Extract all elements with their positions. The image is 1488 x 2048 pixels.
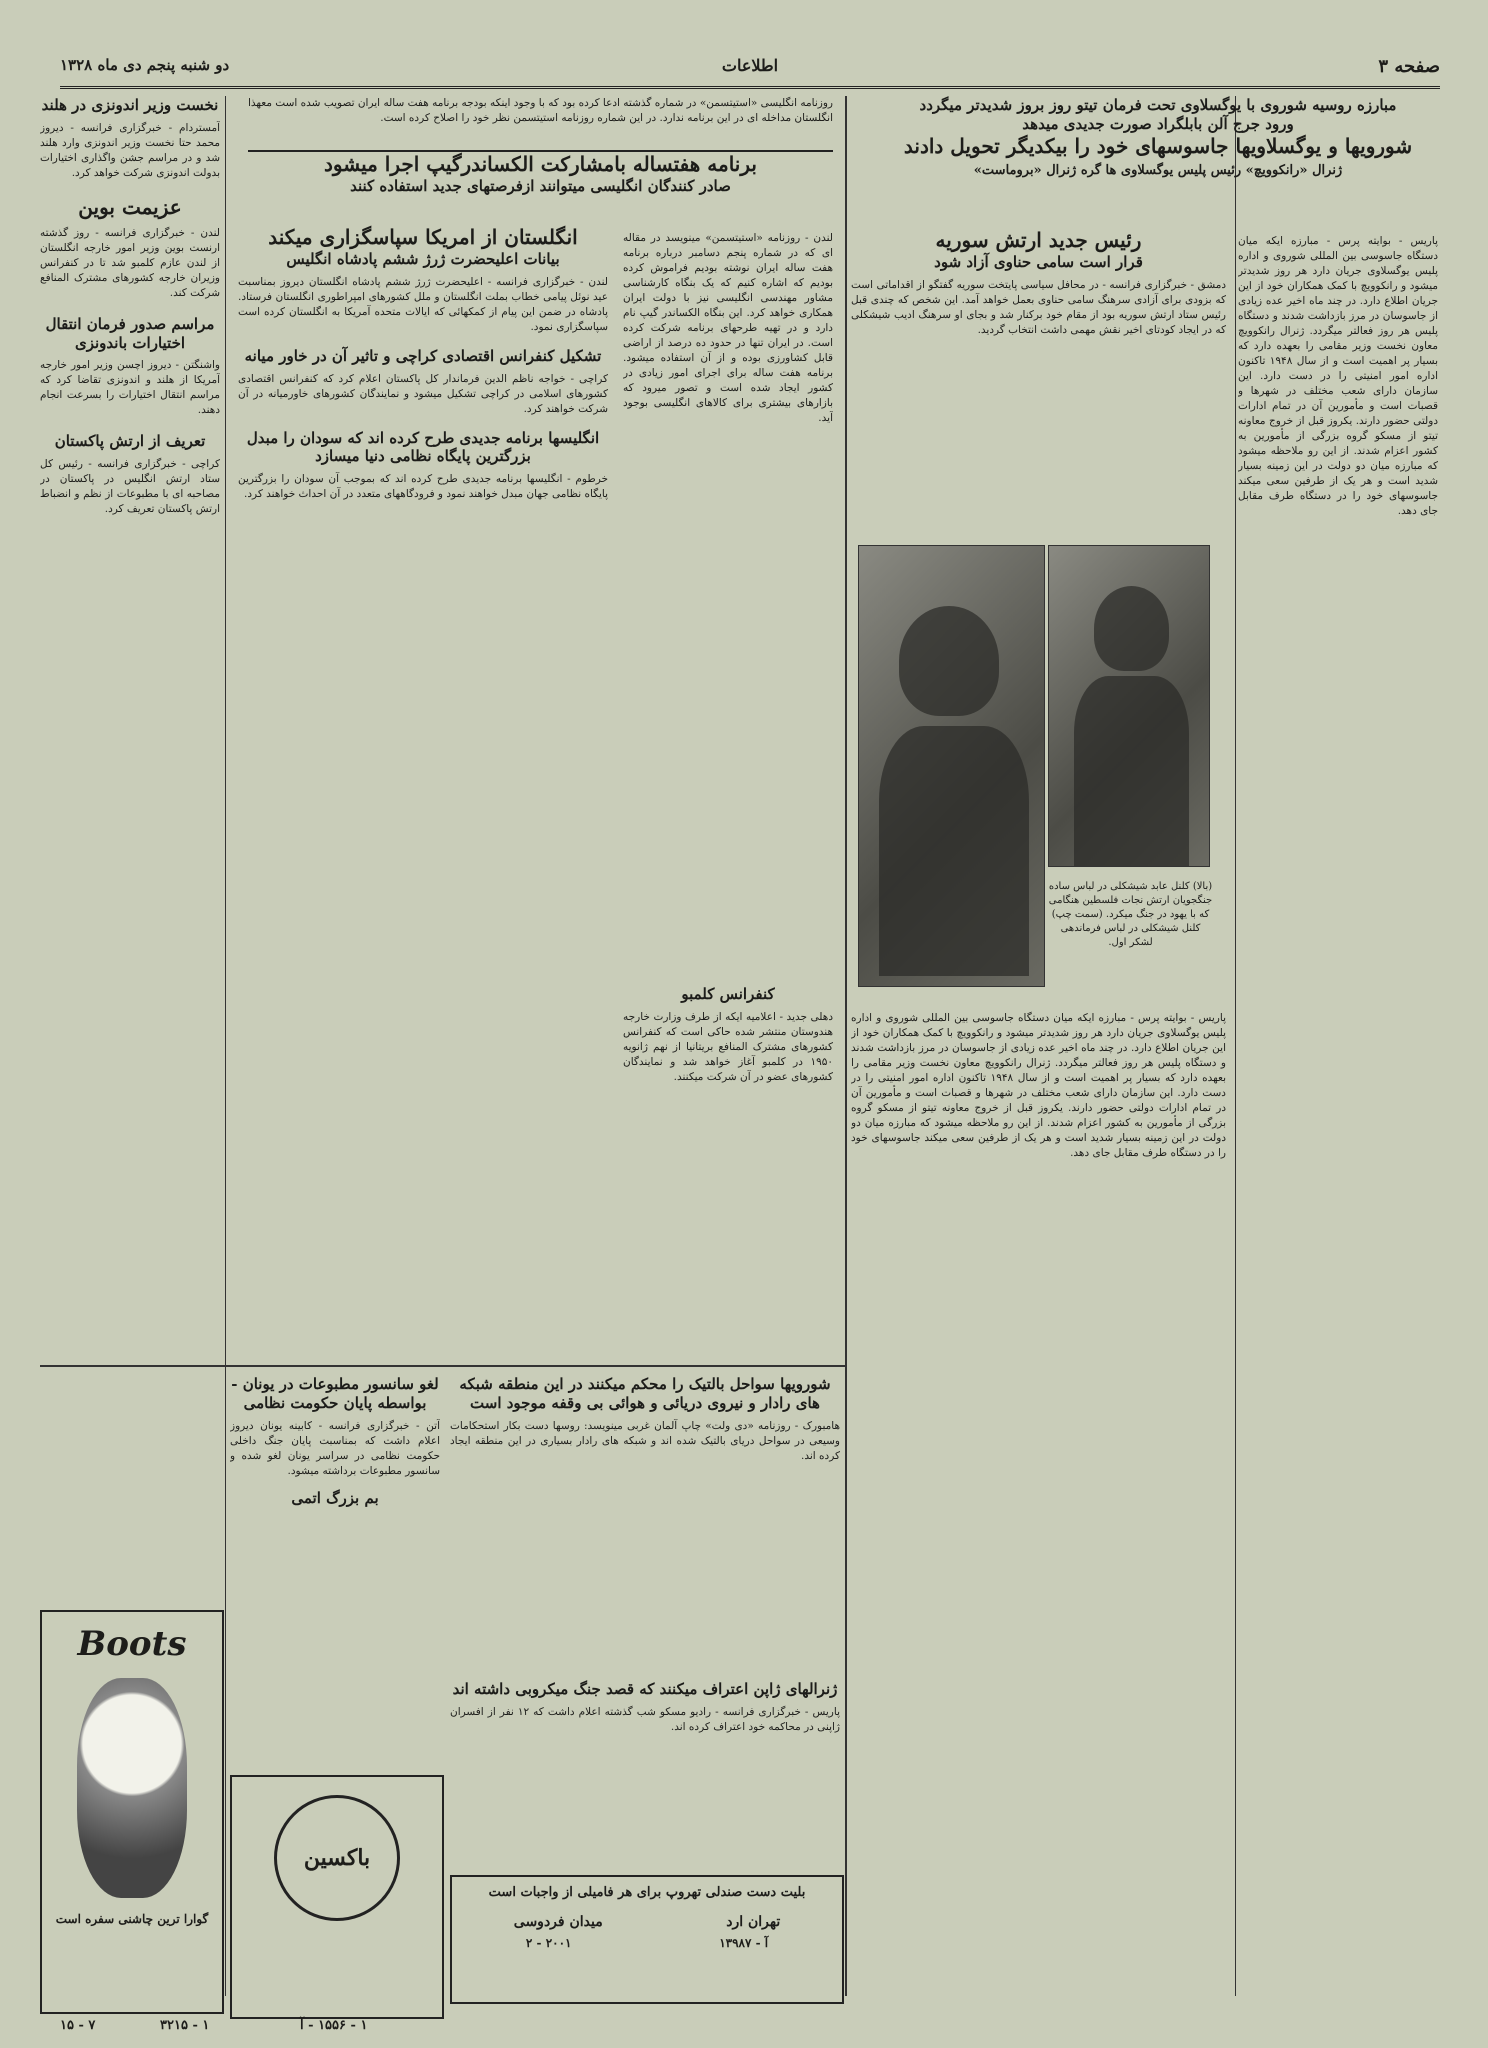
departure-headline: عزیمت بوین: [78, 194, 182, 219]
bayer-logo: باکسین: [274, 1795, 400, 1921]
syria-subhead: قرار است سامی حناوی آزاد شود: [934, 253, 1143, 271]
baltic-article: [450, 1375, 840, 1675]
japan-body: پاریس - خبرگزاری فرانسه - رادیو مسکو شب گذشته اعلام داشت که ۱۲ نفر از افسران ژاپنی در محاکمه خود اعتراف کرده اند.: [450, 1705, 840, 1733]
colombo-headline: کنفرانس کلمبو: [681, 985, 775, 1003]
yugoslavia-kicker: مبارزه روسیه شوروی با یوگسلاوی تحت فرمان تیتو روز بروز شدیدتر میگردد: [919, 96, 1397, 114]
lottery-title: بلیت دست صندلی تهروپ برای هر فامیلی از واجبات است: [488, 1885, 806, 1900]
lottery-places: [452, 1914, 842, 1930]
yugoslavia-body-continued: پاریس - بوایته پرس - مبارزه ایکه میان دستگاه جاسوسی بین المللی شوروی و اداره پلیس یوگسلاوی جریان دارد هر روز شدیدتر میشود و رانکوویچ با کمک همکاران خود از این جریان اطلاع دارد. در چند ماه اخیر عده زیادی از جاسوسان در مرز بازداشت شدند و دستگاه پلیس هر روز فعالتر میگردد. ژنرال رانکوویچ معاون نخست وزیر مقامی را بعهده دارد که بسیار پر اهمیت است و از سال ۱۹۴۸ تاکنون اداره امور امنیتی را در دست دارد. این سازمان دارای شعب مختلف در شهرها و قصبات است و مأمورین آن در تمام ادارات دولتی حضور دارند. یکروز قبل از خروج معاونه تیتو از مسکو گروه بزرگی از مأمورین به کشور اعزام شدند. از این رو ملاحظه میشود که مبارزه میان دو دولت در این زمینه بسیار شدید است و هر یک از طرفین سعی میکند جاسوسهای خود را در دستگاه طرف مقابل جای دهد.: [851, 1012, 1226, 1159]
baltic-body: هامبورک - روزنامه «دی ولت» چاپ آلمان غربی مینویسد: روسها دست بکار استحکامات وسیعی در سواحل دریای بالتیک شده اند و شبکه های رادار بسیاری در این منطقه ایجاد کرده اند.: [450, 1419, 840, 1462]
left-column: [40, 96, 220, 1366]
footer-code: ۱ - ۱۵۵۶ - آ: [300, 2018, 368, 2033]
portrait-head: [899, 606, 999, 716]
ceremony-body: واشنگتن - دیروز اچسن وزیر امور خارجه آمریکا از هلند و اندونزی تقاضا کرد که مراسم انتقال اختیارات را بسرعت انجام دهند.: [40, 359, 220, 417]
athens-body: آتن - خبرگزاری فرانسه - کابینه یونان دیروز اعلام داشت که بمناسبت پایان جنگ داخلی حکومت نظامی در سراسر یونان لغو شده و سانسور مطبوعات برداشته میشود.: [230, 1419, 440, 1477]
colombo-body: دهلی جدید - اعلامیه ایکه از طرف وزارت خارجه هندوستان منتشر شده حاکی است که کنفرانس کشورهای مشترک المنافع بریتانیا از نهم ژانویه ۱۹۵۰ در کلمبو آغاز خواهد شد و نمایندگان کشورهای عضو در آن شرکت میکنند.: [623, 1010, 833, 1083]
yugoslavia-subhead: ژنرال «رانکوویچ» رئیس پلیس یوگسلاوی ها گره ژنرال «بروماست»: [973, 162, 1343, 178]
seven-year-note: روزنامه انگلیسی «استیتسمن» در شماره گذشته ادعا کرده بود که با وجود اینکه بودجه برنامه هفت ساله ایران تصویب شده است معهذا انگلستان مداخله ای در این برنامه ندارد. در این شماره روزنامه استیتسمن نظر خود را اصلاح کرده است.: [248, 97, 833, 124]
masthead: [60, 52, 1440, 89]
seven-year-headline: برنامه هفتساله بامشارکت الکساندرگیپ اجرا میشود: [324, 152, 757, 176]
pakistan-body: کراچی - خبرگزاری فرانسه - رئیس کل ستاد ارتش انگلیس در پاکستان در مصاحبه ای با مطبوعات از نظم و انضباط ارتش پاکستان تعریف کرد.: [40, 458, 220, 515]
boots-ad: [40, 1610, 224, 2014]
seven-year-article: [623, 225, 833, 975]
photo-shishakli-uniform: [858, 545, 1045, 987]
footer-code: ۱ - ۳۲۱۵: [160, 2018, 210, 2033]
column-rule: [1235, 96, 1236, 1996]
paper-name: اطلاعات: [721, 56, 779, 75]
bigbang-headline: بم بزرگ اتمی: [291, 1488, 379, 1507]
yugoslavia-body: پاریس - بوایته پرس - مبارزه ایکه میان دستگاه جاسوسی بین المللی شوروی و اداره پلیس یوگسلاوی جریان دارد هر روز شدیدتر میشود و رانکوویچ با کمک همکاران خود از این جریان اطلاع دارد. در چند ماه اخیر عده زیادی از جاسوسان در مرز بازداشت شدند و دستگاه پلیس هر روز فعالتر میگردد. ژنرال رانکوویچ معاون نخست وزیر مقامی را بعهده دارد که بسیار پر اهمیت است و از سال ۱۹۴۸ تاکنون اداره امور امنیتی را در دست دارد. این سازمان دارای شعب مختلف در شهرها و قصبات است و مأمورین آن در تمام ادارات دولتی حضور دارند. یکروز قبل از خروج معاونه تیتو از مسکو گروه بزرگی از مأمورین به کشور اعزام شدند. از این رو ملاحظه میشود که مبارزه میان دو دولت در این زمینه بسیار شدید است و هر یک از طرفین سعی میکند جاسوسهای خود را در دستگاه طرف مقابل جای دهد.: [1238, 235, 1438, 517]
yugoslavia-headline: شورویها و یوگسلاویها جاسوسهای خود را بیکدیگر تحویل دادند: [903, 133, 1413, 158]
yugoslavia-continued: [851, 1005, 1226, 1990]
pakistan-headline: تعریف از ارتش پاکستان: [54, 432, 206, 451]
uk-body: لندن - خبرگزاری فرانسه - اعلیحضرت ژرژ ششم پادشاه انگلستان دیروز بمناسبت عید نوئل پیامی خطاب بملت انگلستان و ملل کشورهای امپراطوری انگلستان فرستاد. پادشاه در ضمن این پیام از کمکهائی که ایالات متحده آمریکا به انگلستان کرده است سپاسگزاری نمود.: [238, 275, 608, 333]
lottery-codes: [452, 1936, 842, 1950]
boots-illustration: [77, 1678, 187, 1898]
syria-article: [851, 228, 1226, 548]
indonesia-headline: نخست وزیر اندونزی در هلند: [41, 96, 219, 114]
sudan-body: خرطوم - انگلیسها برنامه جدیدی طرح کرده اند که بموجب آن سودان را بزرگترین پایگاه نظامی جهان مبدل خواهند نمود و فرودگاههای متعدد در آن احداث خواهند کرد.: [238, 473, 608, 500]
yugoslavia-kicker-2: ورود جرج آلن بابلگراد صورت جدیدی میدهد: [1022, 114, 1294, 133]
athens-article: [230, 1375, 440, 1765]
yugoslavia-header: [878, 96, 1438, 216]
portrait-head: [1094, 586, 1169, 671]
syria-headline: رئیس جدید ارتش سوریه: [935, 228, 1142, 252]
lottery-ad: [450, 1875, 844, 2004]
uk-subhead: بیانات اعلیحضرت ژرژ ششم پادشاه انگلیس: [286, 250, 560, 268]
karachi-headline: تشکیل کنفرانس اقتصادی کراچی و تاثیر آن در خاور میانه: [244, 346, 602, 365]
japan-article: [450, 1680, 840, 1860]
lottery-place-2: میدان فردوسی: [513, 1914, 603, 1930]
indonesia-body: آمستردام - خبرگزاری فرانسه - دیروز محمد حتا نخست وزیر اندونزی وارد هلند شد و در مراسم جشن واگذاری اختیارات بدولت اندونزی شرکت خواهد کرد.: [40, 121, 220, 179]
departure-body: لندن - خبرگزاری فرانسه - روز گذشته ارنست بوین وزیر امور خارجه انگلستان از لندن عازم کلمبو شد تا در کنفرانس وزیران خارجه کشورهای مشترک المنافع شرکت کند.: [40, 226, 220, 299]
column-rule: [845, 96, 847, 1996]
sudan-headline: انگلیسها برنامه جدیدی طرح کرده اند که سودان را مبدل بزرگترین پایگاه نظامی دنیا میسازد: [246, 428, 600, 466]
boots-slogan: گوارا ترین چاشنی سفره است: [55, 1912, 209, 1926]
footer-code: ۷ - ۱۵: [60, 2018, 96, 2033]
seven-year-subhead: صادر کنندگان انگلیسی میتوانند ازفرصتهای جدید استفاده کنند: [350, 177, 731, 195]
yugoslavia-article: [1238, 228, 1438, 1998]
syria-body: دمشق - خبرگزاری فرانسه - در محافل سیاسی پایتخت سوریه گفتگو از اقداماتی است که بزودی برای آزادی سرهنگ سامی حناوی بعمل خواهد آمد. این شخص که چندی قبل رئیس ستاد ارتش سوریه بود از مقام خود برکنار شد و بجای او سرهنگ ادیب شیشکلی که در ایجاد کودتای اخیر نقش مهمی داشت انتخاب گردید.: [851, 278, 1226, 336]
karachi-body: کراچی - خواجه ناظم الدین فرماندار کل پاکستان اعلام کرد که کنفرانس اقتصادی کشورهای اسلامی در کراچی تشکیل میشود و نمایندگان کشورهای خاورمیانه در آن شرکت خواهند کرد.: [238, 372, 608, 415]
bayer-ad: [230, 1775, 444, 2019]
seven-year-body: لندن - روزنامه «استیتسمن» مینویسد در مقاله ای که در شماره پنجم دسامبر درباره برنامه هفت ساله ایران نوشته بودیم فراموش کرده بودیم که اشاره کنیم که یک بنگاه کارشناسی مشاور مهندسی انگلیسی نیز با دولت ایران همکاری خواهد کرد. این بنگاه الکساندر گیپ نام دارد و در تهیه طرحهای برنامه شرکت کرده است. در ایران تنها در حدود ده درصد از اراضی قابل کشاورزی بوده و از آن استفاده میشود. برنامه هفت ساله برای اجرای امور زیادی در کشور ایجاد شده است و تصور میرود که بازارهای بیشتری برای کالاهای انگلیسی بوجود آید.: [623, 232, 833, 424]
uk-article: [238, 225, 608, 1355]
page-label: صفحه ۳: [1378, 56, 1440, 77]
lottery-place-1: تهران ارد: [726, 1914, 781, 1930]
uk-headline: انگلستان از امریکا سپاسگزاری میکند: [268, 225, 578, 249]
bottom-rule: [40, 1365, 845, 1367]
photo-shishakli-plain: [1048, 545, 1210, 867]
athens-headline: لغو سانسور مطبوعات در یونان - بواسطه پایان حکومت نظامی: [231, 1375, 439, 1412]
japan-headline: ژنرالهای ژاپن اعتراف میکنند که قصد جنگ میکروبی داشته اند: [452, 1680, 838, 1698]
lottery-code-2: ۲۰۰۱ - ۲: [525, 1936, 572, 1950]
photo-caption: (بالا) کلنل عابد شیشکلی در لباس ساده جنگجویان ارتش نجات فلسطین هنگامی که با یهود در جنگ میکرد. (سمت چپ) کلنل شیشکلی در لباس فرماندهی لشکر اول.: [1048, 881, 1213, 948]
seven-year-head: [248, 150, 833, 222]
colombo-article: [623, 985, 833, 1355]
portrait-body: [1074, 676, 1189, 866]
lottery-code-1: آ - ۱۳۹۸۷: [719, 1936, 769, 1950]
baltic-headline: شورویها سواحل بالتیک را محکم میکنند در این منطقه شبکه های رادار و نیروی دریائی و هوائی بی وقفه موجود است: [459, 1375, 831, 1412]
portrait-body: [879, 726, 1029, 976]
column-rule: [225, 96, 226, 1996]
issue-date: دو شنبه پنجم دی ماه ۱۳۲۸: [60, 56, 230, 74]
boots-logo: Boots: [77, 1624, 187, 1664]
ceremony-headline: مراسم صدور فرمان انتقال اختیارات باندونزی: [45, 314, 215, 352]
